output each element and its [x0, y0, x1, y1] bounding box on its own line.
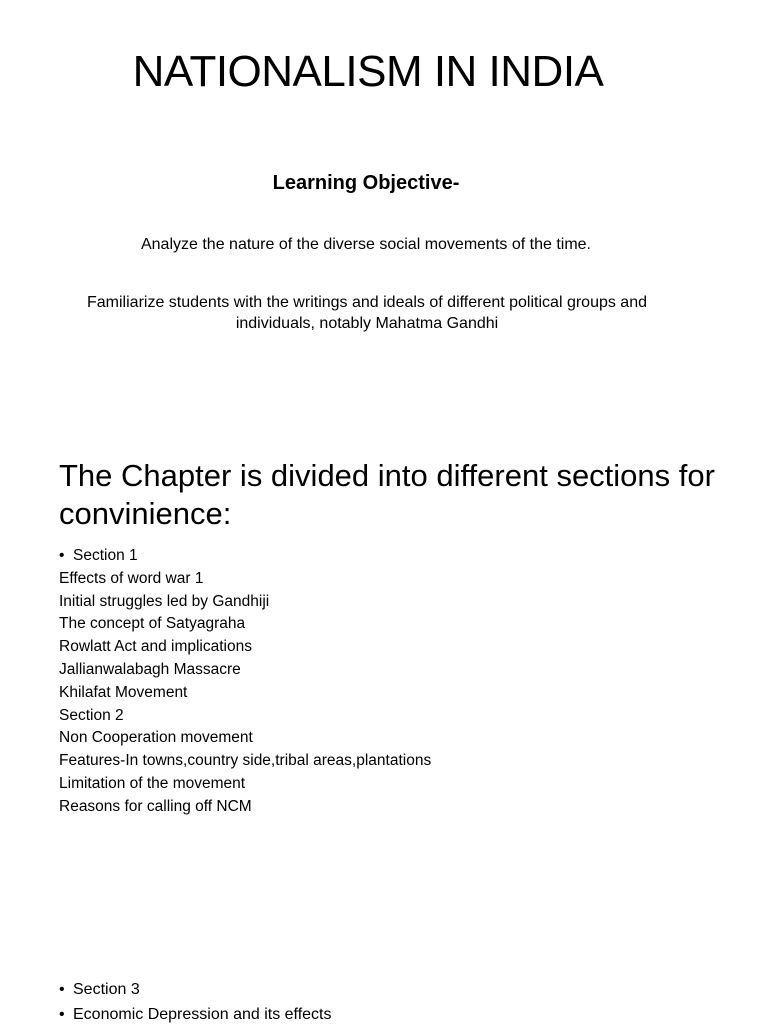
- list-item: Jallianwalabagh Massacre: [59, 659, 431, 682]
- list-item: Rowlatt Act and implications: [59, 636, 431, 659]
- bullet-icon: •: [59, 1003, 73, 1027]
- list-item-text: Section 3: [73, 981, 140, 998]
- section-3-list: [59, 978, 332, 1027]
- learning-objective-heading: Learning Objective-: [0, 170, 732, 196]
- list-item: [59, 545, 431, 568]
- slide-sections: [0, 440, 768, 1024]
- list-item: The concept of Satyagraha: [59, 613, 431, 636]
- list-item-text: Section 1: [73, 547, 138, 564]
- bullet-icon: •: [59, 978, 73, 1003]
- list-item: Section 2: [59, 705, 431, 728]
- list-item: Limitation of the movement: [59, 773, 431, 796]
- objective-item: Familiarize students with the writings and ideals of different political groups and individuals, notably Mahatma Gandhi: [86, 292, 648, 334]
- list-item: [59, 1003, 332, 1027]
- list-item: Initial struggles led by Gandhiji: [59, 591, 431, 614]
- sections-heading: The Chapter is divided into different sections for convinience:: [59, 457, 719, 533]
- list-item: [59, 978, 332, 1003]
- page-title: NATIONALISM IN INDIA: [0, 44, 736, 100]
- slide-title: [0, 0, 768, 440]
- list-item-text: Economic Depression and its effects: [73, 1006, 332, 1023]
- list-item: Reasons for calling off NCM: [59, 796, 431, 819]
- list-item: Khilafat Movement: [59, 682, 431, 705]
- list-item: Features-In towns,country side,tribal areas,plantations: [59, 750, 431, 773]
- list-item: Effects of word war 1: [59, 568, 431, 591]
- list-item: Non Cooperation movement: [59, 727, 431, 750]
- topic-list: [59, 545, 431, 819]
- objective-item: Analyze the nature of the diverse social movements of the time.: [0, 234, 732, 255]
- bullet-icon: •: [59, 545, 73, 568]
